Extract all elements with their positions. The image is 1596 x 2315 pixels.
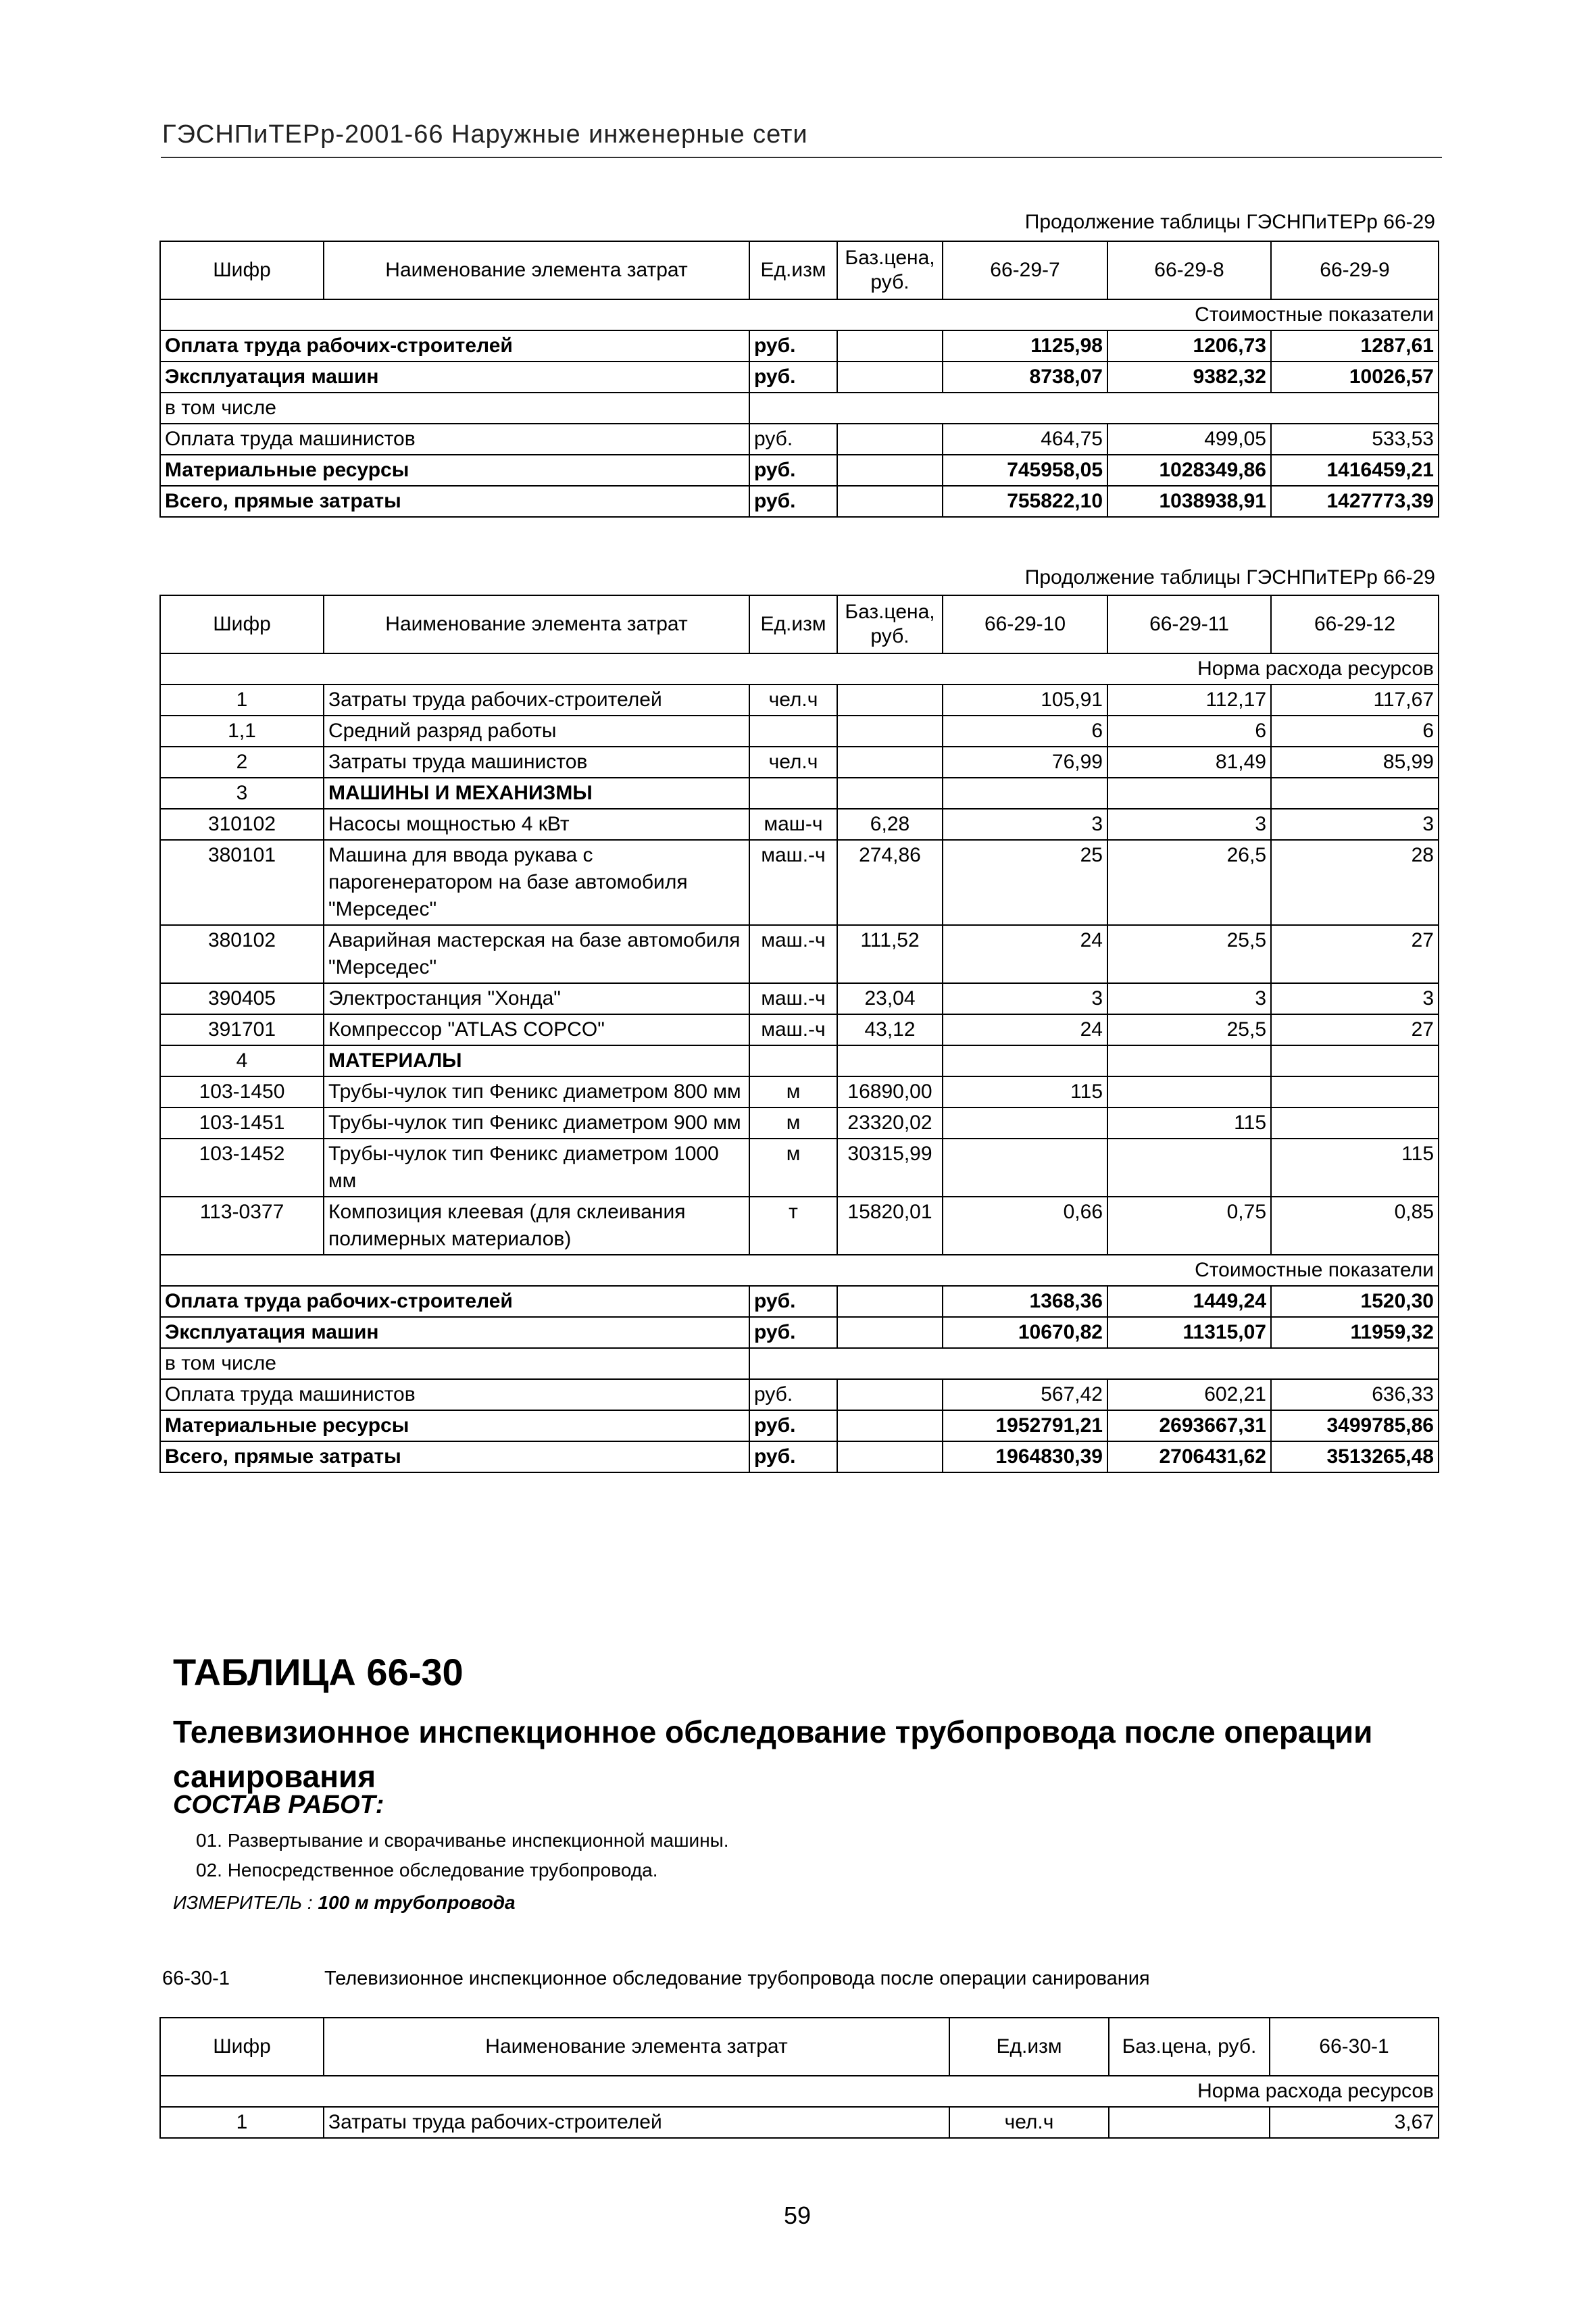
- cost-row: [160, 393, 1439, 424]
- resource-name: Электростанция "Хонда": [324, 983, 749, 1014]
- resource-name: Трубы-чулок тип Феникс диаметром 1000 мм: [324, 1139, 749, 1197]
- resource-price: 23,04: [837, 983, 943, 1014]
- resource-value: 3: [1107, 809, 1271, 840]
- cost-row: [160, 1348, 1439, 1379]
- cost-row-value: 11315,07: [1107, 1317, 1271, 1348]
- row-code: 1: [160, 2107, 324, 2138]
- resource-value: [1271, 1076, 1439, 1107]
- resource-row: [160, 1197, 1439, 1255]
- resource-code: 103-1452: [160, 1139, 324, 1197]
- resource-value: 115: [1107, 1107, 1271, 1139]
- resource-code: 113-0377: [160, 1197, 324, 1255]
- resource-value: [943, 1107, 1107, 1139]
- cost-row-name: Оплата труда рабочих-строителей: [160, 1286, 749, 1317]
- resource-name: Аварийная мастерская на базе автомобиля "Мерседес": [324, 925, 749, 983]
- cost-row-value: 2693667,31: [1107, 1410, 1271, 1441]
- col-price: Баз.цена, руб.: [1109, 2018, 1270, 2076]
- resource-row: [160, 747, 1439, 778]
- cost-row-unit: руб.: [749, 486, 837, 517]
- cost-row-value: 1028349,86: [1107, 455, 1271, 486]
- cost-row: [160, 1286, 1439, 1317]
- cost-row-value: 8738,07: [943, 362, 1107, 393]
- resource-price: 111,52: [837, 925, 943, 983]
- work-composition-heading: СОСТАВ РАБОТ:: [173, 1791, 384, 1819]
- resource-value: 0,75: [1107, 1197, 1271, 1255]
- resource-value: 6: [1107, 716, 1271, 747]
- resource-unit: [749, 778, 837, 809]
- resource-price: [837, 716, 943, 747]
- cost-row-price: [837, 1379, 943, 1410]
- resource-value: 117,67: [1271, 684, 1439, 716]
- resource-unit: чел.ч: [749, 684, 837, 716]
- col-shifr: Шифр: [160, 2018, 324, 2076]
- resource-value: 6: [943, 716, 1107, 747]
- resource-row: [160, 1076, 1439, 1107]
- cost-row-unit: руб.: [749, 455, 837, 486]
- row-price: [1109, 2107, 1270, 2138]
- cost-row-unit: руб.: [749, 330, 837, 362]
- cost-row: [160, 1379, 1439, 1410]
- resource-row: [160, 1014, 1439, 1045]
- resource-value: 85,99: [1271, 747, 1439, 778]
- table1-continuation: Продолжение таблицы ГЭСНПиТЕРр 66-29: [1024, 211, 1435, 233]
- resource-code: 4: [160, 1045, 324, 1076]
- resource-price: 15820,01: [837, 1197, 943, 1255]
- cost-row-value: 1449,24: [1107, 1286, 1271, 1317]
- resource-code: 2: [160, 747, 324, 778]
- cost-row: [160, 1410, 1439, 1441]
- col-price: Баз.цена, руб.: [837, 595, 943, 653]
- cost-row-name: Материальные ресурсы: [160, 455, 749, 486]
- resource-row: [160, 778, 1439, 809]
- resource-unit: маш.-ч: [749, 840, 837, 925]
- col-name: Наименование элемента затрат: [324, 2018, 949, 2076]
- resource-code: 380102: [160, 925, 324, 983]
- cost-row-price: [837, 486, 943, 517]
- resource-value: [1107, 1076, 1271, 1107]
- running-header: ГЭСНПиТЕРр-2001-66 Наружные инженерные сети: [162, 120, 808, 149]
- cost-row-price: [837, 1286, 943, 1317]
- cost-row-value: 1038938,91: [1107, 486, 1271, 517]
- resource-unit: маш.-ч: [749, 925, 837, 983]
- resource-price: 274,86: [837, 840, 943, 925]
- resource-value: 105,91: [943, 684, 1107, 716]
- work-item: 01. Развертывание и сворачиванье инспекционной машины.: [196, 1830, 729, 1851]
- resource-name: МАШИНЫ И МЕХАНИЗМЫ: [324, 778, 749, 809]
- section-title: Телевизионное инспекционное обследование трубопровода после операции санирования: [173, 1714, 1373, 1794]
- cost-row-value: 10670,82: [943, 1317, 1107, 1348]
- col-unit: Ед.изм: [749, 241, 837, 299]
- resource-row: [160, 716, 1439, 747]
- cost-row-value: 2706431,62: [1107, 1441, 1271, 1472]
- cost-row-value: 3499785,86: [1271, 1410, 1439, 1441]
- cost-row-value: 1125,98: [943, 330, 1107, 362]
- resource-value: 25,5: [1107, 925, 1271, 983]
- resource-row: [160, 684, 1439, 716]
- cost-row-value: 1416459,21: [1271, 455, 1439, 486]
- resource-price: 6,28: [837, 809, 943, 840]
- norm-label: Норма расхода ресурсов: [160, 2076, 1439, 2107]
- col-66-29-11: 66-29-11: [1107, 595, 1271, 653]
- resource-code: 390405: [160, 983, 324, 1014]
- col-66-30-1: 66-30-1: [1270, 2018, 1439, 2076]
- resource-row: [160, 840, 1439, 925]
- resource-row: [160, 809, 1439, 840]
- resource-unit: м: [749, 1139, 837, 1197]
- measure-value: 100 м трубопровода: [318, 1892, 516, 1913]
- cost-row-value: 11959,32: [1271, 1317, 1439, 1348]
- resource-name: Трубы-чулок тип Феникс диаметром 800 мм: [324, 1076, 749, 1107]
- cost-row-name: Оплата труда машинистов: [160, 424, 749, 455]
- cost-table-66-29-7-9: [159, 241, 1439, 518]
- cost-row-value: 1287,61: [1271, 330, 1439, 362]
- resource-code: 103-1450: [160, 1076, 324, 1107]
- resource-name: Трубы-чулок тип Феникс диаметром 900 мм: [324, 1107, 749, 1139]
- measure-line: [173, 1892, 516, 1914]
- resource-name: Насосы мощностью 4 кВт: [324, 809, 749, 840]
- cost-row-value: 10026,57: [1271, 362, 1439, 393]
- resource-table-66-29-10-12: [159, 595, 1439, 1473]
- cost-row: [160, 330, 1439, 362]
- resource-unit: маш.-ч: [749, 983, 837, 1014]
- resource-value: [943, 1045, 1107, 1076]
- resource-value: 27: [1271, 925, 1439, 983]
- table2-continuation: Продолжение таблицы ГЭСНПиТЕРр 66-29: [1024, 566, 1435, 589]
- col-66-29-10: 66-29-10: [943, 595, 1107, 653]
- resource-price: 16890,00: [837, 1076, 943, 1107]
- col-unit: Ед.изм: [749, 595, 837, 653]
- cost-row-name: Эксплуатация машин: [160, 362, 749, 393]
- resource-value: [1107, 778, 1271, 809]
- cost-row-value: 1427773,39: [1271, 486, 1439, 517]
- resource-name: Затраты труда рабочих-строителей: [324, 684, 749, 716]
- resource-value: 3: [943, 809, 1107, 840]
- resource-name: МАТЕРИАЛЫ: [324, 1045, 749, 1076]
- cost-row-unit: руб.: [749, 1410, 837, 1441]
- row-value: 3,67: [1270, 2107, 1439, 2138]
- cost-row-value: 636,33: [1271, 1379, 1439, 1410]
- cost-row-empty: [749, 1348, 1439, 1379]
- cost-row: [160, 424, 1439, 455]
- resource-code: 391701: [160, 1014, 324, 1045]
- cost-row-name: Всего, прямые затраты: [160, 486, 749, 517]
- resource-name: Компрессор "ATLAS COPCO": [324, 1014, 749, 1045]
- section-label: Стоимостные показатели: [160, 299, 1439, 330]
- resource-unit: маш-ч: [749, 809, 837, 840]
- cost-row-value: 1368,36: [943, 1286, 1107, 1317]
- col-shifr: Шифр: [160, 595, 324, 653]
- cost-row-value: 1206,73: [1107, 330, 1271, 362]
- cost-row-name: Всего, прямые затраты: [160, 1441, 749, 1472]
- resource-row: [160, 925, 1439, 983]
- resource-row: [160, 1107, 1439, 1139]
- resource-price: 43,12: [837, 1014, 943, 1045]
- cost-row-name: в том числе: [160, 1348, 749, 1379]
- resource-code: 3: [160, 778, 324, 809]
- resource-value: 25: [943, 840, 1107, 925]
- work-code: 66-30-1: [162, 1968, 230, 1989]
- col-name: Наименование элемента затрат: [324, 595, 749, 653]
- cost-row-value: 1964830,39: [943, 1441, 1107, 1472]
- resource-code: 380101: [160, 840, 324, 925]
- resource-unit: маш.-ч: [749, 1014, 837, 1045]
- cost-row-unit: руб.: [749, 1441, 837, 1472]
- cost-row-unit: руб.: [749, 1317, 837, 1348]
- cost-row-name: Материальные ресурсы: [160, 1410, 749, 1441]
- resource-unit: т: [749, 1197, 837, 1255]
- resource-value: [943, 1139, 1107, 1197]
- cost-row: [160, 1317, 1439, 1348]
- resource-row: [160, 983, 1439, 1014]
- page-number: 59: [784, 2201, 812, 2229]
- resource-row: [160, 1045, 1439, 1076]
- resource-value: 76,99: [943, 747, 1107, 778]
- cost-row-value: 499,05: [1107, 424, 1271, 455]
- cost-row-value: 567,42: [943, 1379, 1107, 1410]
- cost-row-value: 533,53: [1271, 424, 1439, 455]
- resource-value: [1107, 1139, 1271, 1197]
- col-price: Баз.цена, руб.: [837, 241, 943, 299]
- resource-value: 26,5: [1107, 840, 1271, 925]
- resource-value: [943, 778, 1107, 809]
- cost-row-price: [837, 424, 943, 455]
- resource-value: [1107, 1045, 1271, 1076]
- section-label: Стоимостные показатели: [160, 1255, 1439, 1286]
- work-code-description: Телевизионное инспекционное обследование трубопровода после операции санирования: [324, 1968, 1150, 1989]
- col-name: Наименование элемента затрат: [324, 241, 749, 299]
- resource-value: 3: [1107, 983, 1271, 1014]
- cost-row-unit: руб.: [749, 362, 837, 393]
- cost-row-price: [837, 455, 943, 486]
- resource-value: 3: [943, 983, 1107, 1014]
- cost-row-name: Оплата труда машинистов: [160, 1379, 749, 1410]
- resource-code: 1,1: [160, 716, 324, 747]
- resource-value: 3: [1271, 983, 1439, 1014]
- cost-row-unit: руб.: [749, 424, 837, 455]
- cost-row-price: [837, 362, 943, 393]
- resource-price: [837, 684, 943, 716]
- cost-row: [160, 1441, 1439, 1472]
- resource-value: [1271, 778, 1439, 809]
- row-unit: чел.ч: [949, 2107, 1109, 2138]
- cost-row-price: [837, 1317, 943, 1348]
- resource-price: [837, 1045, 943, 1076]
- norm-label: Норма расхода ресурсов: [160, 653, 1439, 684]
- resource-unit: чел.ч: [749, 747, 837, 778]
- resource-code: 310102: [160, 809, 324, 840]
- cost-row: [160, 486, 1439, 517]
- cost-row-empty: [749, 393, 1439, 424]
- resource-unit: [749, 716, 837, 747]
- work-item: 02. Непосредственное обследование трубопровода.: [196, 1860, 658, 1881]
- cost-row: [160, 362, 1439, 393]
- cost-row-value: 745958,05: [943, 455, 1107, 486]
- cost-row-value: 464,75: [943, 424, 1107, 455]
- cost-row-value: 1952791,21: [943, 1410, 1107, 1441]
- col-shifr: Шифр: [160, 241, 324, 299]
- resource-unit: м: [749, 1107, 837, 1139]
- resource-value: [1271, 1045, 1439, 1076]
- resource-code: 103-1451: [160, 1107, 324, 1139]
- col-66-29-7: 66-29-7: [943, 241, 1107, 299]
- resource-value: 24: [943, 1014, 1107, 1045]
- cost-row-name: в том числе: [160, 393, 749, 424]
- resource-table-66-30-1: [159, 2017, 1439, 2139]
- resource-value: 0,66: [943, 1197, 1107, 1255]
- resource-price: [837, 778, 943, 809]
- resource-value: 115: [943, 1076, 1107, 1107]
- resource-unit: [749, 1045, 837, 1076]
- resource-value: 115: [1271, 1139, 1439, 1197]
- measure-label: ИЗМЕРИТЕЛЬ :: [173, 1892, 313, 1913]
- cost-row-price: [837, 1410, 943, 1441]
- table-title: ТАБЛИЦА 66-30: [173, 1651, 464, 1693]
- resource-value: 81,49: [1107, 747, 1271, 778]
- resource-name: Затраты труда машинистов: [324, 747, 749, 778]
- resource-unit: м: [749, 1076, 837, 1107]
- resource-value: 3: [1271, 809, 1439, 840]
- cost-row-value: 755822,10: [943, 486, 1107, 517]
- resource-value: 27: [1271, 1014, 1439, 1045]
- col-66-29-8: 66-29-8: [1107, 241, 1271, 299]
- resource-value: 0,85: [1271, 1197, 1439, 1255]
- cost-row-unit: руб.: [749, 1286, 837, 1317]
- resource-name: Композиция клеевая (для склеивания полимерных материалов): [324, 1197, 749, 1255]
- col-66-29-9: 66-29-9: [1271, 241, 1439, 299]
- resource-value: 28: [1271, 840, 1439, 925]
- resource-price: 30315,99: [837, 1139, 943, 1197]
- cost-row-value: 1520,30: [1271, 1286, 1439, 1317]
- cost-row-name: Эксплуатация машин: [160, 1317, 749, 1348]
- resource-value: 112,17: [1107, 684, 1271, 716]
- resource-value: [1271, 1107, 1439, 1139]
- cost-row-unit: руб.: [749, 1379, 837, 1410]
- cost-row-price: [837, 330, 943, 362]
- cost-row-price: [837, 1441, 943, 1472]
- cost-row-value: 602,21: [1107, 1379, 1271, 1410]
- cost-row: [160, 455, 1439, 486]
- resource-row: [160, 1139, 1439, 1197]
- header-rule: [161, 157, 1442, 158]
- cost-row-value: 9382,32: [1107, 362, 1271, 393]
- row-name: Затраты труда рабочих-строителей: [324, 2107, 949, 2138]
- resource-value: 24: [943, 925, 1107, 983]
- resource-value: 25,5: [1107, 1014, 1271, 1045]
- resource-price: [837, 747, 943, 778]
- resource-value: 6: [1271, 716, 1439, 747]
- col-unit: Ед.изм: [949, 2018, 1109, 2076]
- resource-price: 23320,02: [837, 1107, 943, 1139]
- resource-name: Машина для ввода рукава с парогенератором на базе автомобиля "Мерседес": [324, 840, 749, 925]
- cost-row-name: Оплата труда рабочих-строителей: [160, 330, 749, 362]
- resource-name: Средний разряд работы: [324, 716, 749, 747]
- col-66-29-12: 66-29-12: [1271, 595, 1439, 653]
- cost-row-value: 3513265,48: [1271, 1441, 1439, 1472]
- resource-code: 1: [160, 684, 324, 716]
